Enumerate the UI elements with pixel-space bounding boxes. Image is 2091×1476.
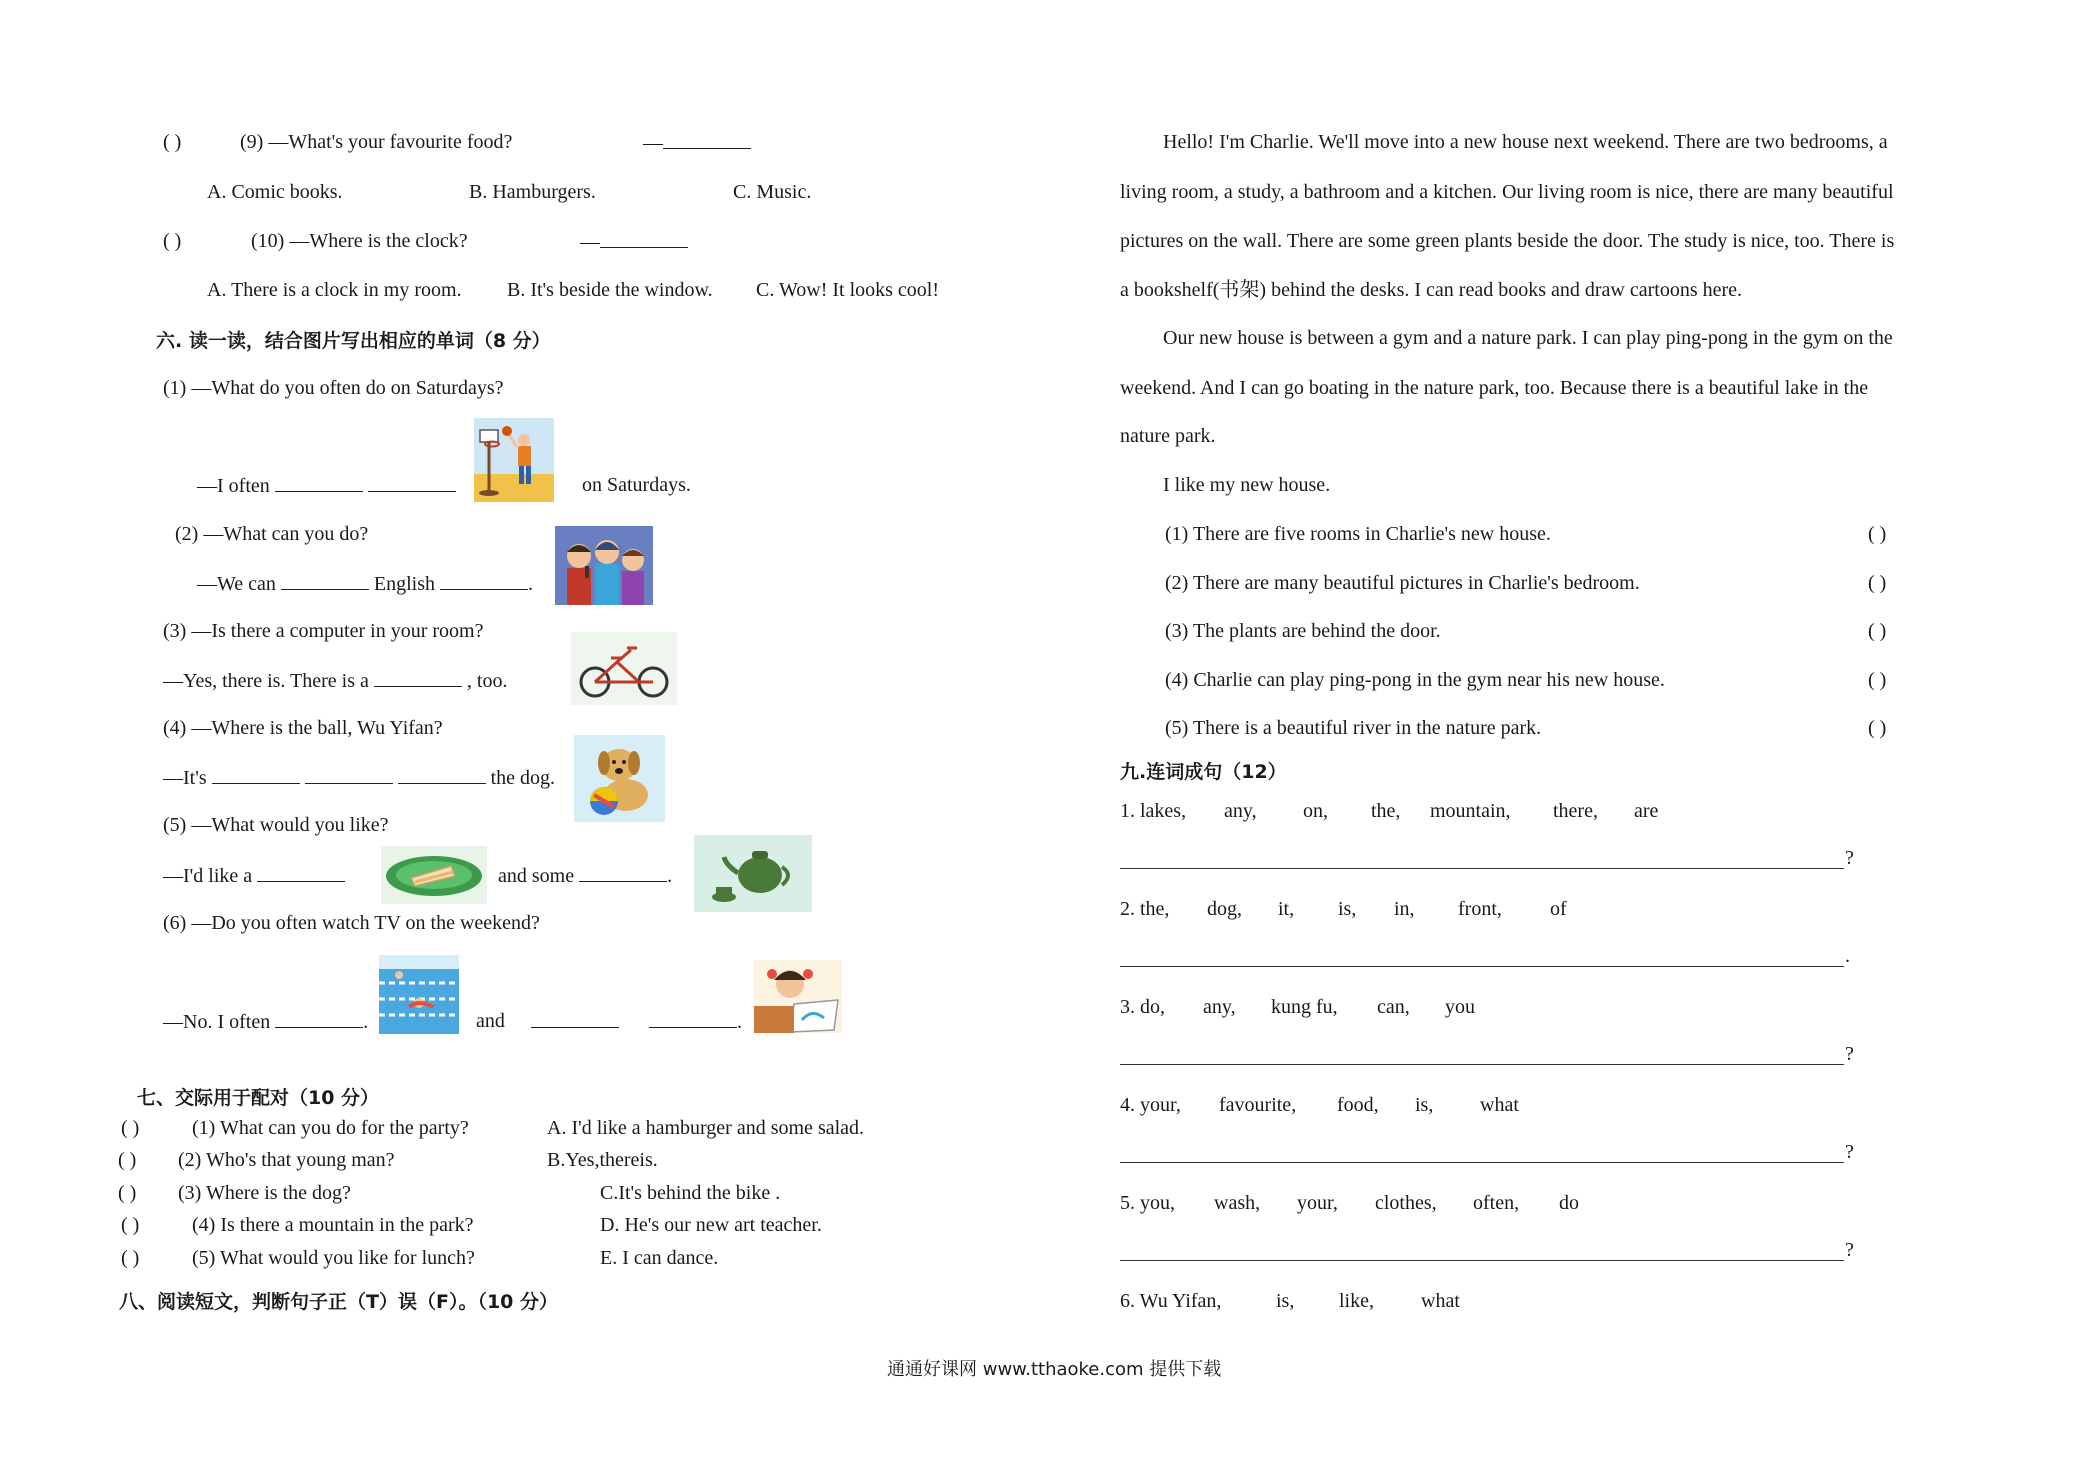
word: mountain,	[1430, 800, 1511, 822]
s6-answer-4: —It's the dog.	[163, 767, 556, 789]
section-9-title: 九.连词成句（12）	[1120, 761, 1287, 783]
word: 1. lakes,	[1120, 800, 1187, 822]
answer-blank[interactable]	[374, 668, 462, 687]
answer-line[interactable]	[1120, 966, 1844, 967]
answer-blank[interactable]	[398, 765, 486, 784]
singing-children-icon	[555, 526, 653, 605]
option-a: A. Comic books.	[207, 181, 343, 203]
answer-blank[interactable]	[663, 130, 751, 149]
word: 2. the,	[1120, 898, 1170, 920]
option-c: C. Wow! It looks cool!	[756, 279, 940, 301]
answer-line[interactable]	[1120, 868, 1844, 869]
judgment-paren: ( )	[1868, 669, 1887, 691]
bicycle-icon	[571, 632, 677, 705]
s6-answer-1-end: on Saturdays.	[582, 474, 691, 496]
word: is,	[1415, 1094, 1434, 1116]
word: on,	[1303, 800, 1328, 822]
passage-line: a bookshelf(书架) behind the desks. I can read books and draw cartoons here.	[1120, 279, 1743, 301]
answer-paren: ( )	[163, 230, 182, 252]
judgment-paren: ( )	[1868, 620, 1887, 642]
word: do	[1559, 1192, 1579, 1214]
word: often,	[1473, 1192, 1520, 1214]
match-paren: ( )	[121, 1117, 140, 1139]
match-answer-d: D. He's our new art teacher.	[600, 1214, 822, 1236]
judgment-paren: ( )	[1868, 572, 1887, 594]
s6-question-3: (3) —Is there a computer in your room?	[163, 620, 484, 642]
s6-answer-6-end: .	[531, 1009, 742, 1034]
word: is,	[1338, 898, 1357, 920]
word: food,	[1337, 1094, 1379, 1116]
answer-dash: —	[580, 229, 688, 254]
s6-answer-6-start: —No. I often .	[163, 1011, 369, 1033]
word: 5. you,	[1120, 1192, 1175, 1214]
s6-question-5: (5) —What would you like?	[163, 814, 389, 836]
word: your,	[1297, 1192, 1338, 1214]
word: 4. your,	[1120, 1094, 1181, 1116]
passage-line: Hello! I'm Charlie. We'll move into a new house next weekend. There are two bedrooms, a	[1163, 131, 1888, 153]
word: kung fu,	[1271, 996, 1338, 1018]
passage-line: Our new house is between a gym and a nature park. I can play ping-pong in the gym on the	[1163, 327, 1893, 349]
answer-blank[interactable]	[579, 863, 667, 882]
answer-line[interactable]	[1120, 1162, 1844, 1163]
word: like,	[1339, 1290, 1374, 1312]
dog-with-ball-icon	[574, 735, 665, 822]
judgment-3: (3) The plants are behind the door.	[1165, 620, 1441, 642]
girl-drawing-icon	[754, 960, 842, 1033]
passage-line: weekend. And I can go boating in the nature park, too. Because there is a beautiful lake in the	[1120, 377, 1869, 399]
judgment-1: (1) There are five rooms in Charlie's new house.	[1165, 523, 1551, 545]
match-answer-a: A. I'd like a hamburger and some salad.	[547, 1117, 865, 1139]
sandwich-plate-icon	[381, 846, 487, 904]
sentence-end: ?	[1845, 847, 1854, 869]
sentence-end: ?	[1845, 1141, 1854, 1163]
word: what	[1480, 1094, 1519, 1116]
answer-blank[interactable]	[275, 473, 363, 492]
passage-line: pictures on the wall. There are some green plants beside the door. The study is nice, too. There is	[1120, 230, 1895, 252]
basketball-player-icon	[474, 418, 554, 502]
word: the,	[1371, 800, 1401, 822]
word: you	[1445, 996, 1475, 1018]
swimming-pool-icon	[379, 955, 459, 1034]
match-paren: ( )	[121, 1247, 140, 1269]
word: in,	[1394, 898, 1415, 920]
answer-blank[interactable]	[305, 765, 393, 784]
judgment-paren: ( )	[1868, 717, 1887, 739]
judgment-4: (4) Charlie can play ping-pong in the gym near his new house.	[1165, 669, 1665, 691]
passage-line: I like my new house.	[1163, 474, 1331, 496]
s6-question-6: (6) —Do you often watch TV on the weekend?	[163, 912, 540, 934]
word: wash,	[1214, 1192, 1261, 1214]
match-question-3: (3) Where is the dog?	[178, 1182, 351, 1204]
option-b: B. Hamburgers.	[469, 181, 596, 203]
answer-paren: ( )	[163, 131, 182, 153]
word: there,	[1553, 800, 1598, 822]
page-footer: 通通好课网 www.tthaoke.com 提供下载	[887, 1359, 1222, 1380]
passage-line: nature park.	[1120, 425, 1216, 447]
s6-answer-5-end: and some .	[498, 865, 673, 887]
match-paren: ( )	[118, 1149, 137, 1171]
match-answer-e: E. I can dance.	[600, 1247, 719, 1269]
question-10: (10) —Where is the clock?	[251, 230, 468, 252]
match-question-5: (5) What would you like for lunch?	[192, 1247, 475, 1269]
word: is,	[1276, 1290, 1295, 1312]
match-paren: ( )	[121, 1214, 140, 1236]
answer-blank[interactable]	[440, 571, 528, 590]
option-c: C. Music.	[733, 181, 812, 203]
judgment-2: (2) There are many beautiful pictures in Charlie's bedroom.	[1165, 572, 1640, 594]
word: of	[1550, 898, 1567, 920]
s6-question-4: (4) —Where is the ball, Wu Yifan?	[163, 717, 443, 739]
word: any,	[1203, 996, 1236, 1018]
s6-answer-3: —Yes, there is. There is a , too.	[163, 670, 508, 692]
section-7-title: 七、交际用于配对（10 分）	[137, 1087, 380, 1109]
word: favourite,	[1219, 1094, 1297, 1116]
s6-answer-6-and: and	[476, 1010, 505, 1032]
section-6-title: 六. 读一读，结合图片写出相应的单词（8 分）	[156, 330, 551, 352]
sentence-end: ?	[1845, 1043, 1854, 1065]
match-answer-c: C.It's behind the bike .	[600, 1182, 781, 1204]
option-a: A. There is a clock in my room.	[207, 279, 462, 301]
sentence-end: ?	[1845, 1239, 1854, 1261]
match-question-4: (4) Is there a mountain in the park?	[192, 1214, 474, 1236]
answer-line[interactable]	[1120, 1260, 1844, 1261]
judgment-paren: ( )	[1868, 523, 1887, 545]
judgment-5: (5) There is a beautiful river in the nature park.	[1165, 717, 1542, 739]
answer-blank[interactable]	[281, 571, 369, 590]
teapot-icon	[694, 835, 812, 912]
s6-question-2: (2) —What can you do?	[175, 523, 369, 545]
word: what	[1421, 1290, 1460, 1312]
answer-blank[interactable]	[368, 473, 456, 492]
answer-blank[interactable]	[212, 765, 300, 784]
match-question-2: (2) Who's that young man?	[178, 1149, 395, 1171]
match-paren: ( )	[118, 1182, 137, 1204]
word: 6. Wu Yifan,	[1120, 1290, 1222, 1312]
option-b: B. It's beside the window.	[507, 279, 713, 301]
word: any,	[1224, 800, 1257, 822]
section-8-title: 八、阅读短文，判断句子正（T）误（F）。（10 分）	[119, 1291, 558, 1313]
word: it,	[1278, 898, 1295, 920]
answer-dash: —	[643, 130, 751, 155]
word: dog,	[1207, 898, 1242, 920]
question-9: (9) —What's your favourite food?	[240, 131, 513, 153]
match-question-1: (1) What can you do for the party?	[192, 1117, 469, 1139]
word: clothes,	[1375, 1192, 1437, 1214]
answer-line[interactable]	[1120, 1064, 1844, 1065]
passage-line: living room, a study, a bathroom and a kitchen. Our living room is nice, there are many beautiful	[1120, 181, 1894, 203]
s6-answer-1: —I often	[197, 473, 456, 498]
match-answer-b: B.Yes,thereis.	[547, 1149, 658, 1171]
answer-blank[interactable]	[257, 863, 345, 882]
sentence-end: .	[1845, 945, 1850, 967]
answer-blank[interactable]	[275, 1009, 363, 1028]
s6-answer-2: —We can English .	[197, 573, 534, 595]
s6-answer-5-start: —I'd like a	[163, 863, 345, 888]
word: can,	[1377, 996, 1410, 1018]
s6-question-1: (1) —What do you often do on Saturdays?	[163, 377, 504, 399]
word: 3. do,	[1120, 996, 1165, 1018]
word: front,	[1458, 898, 1502, 920]
answer-blank[interactable]	[600, 229, 688, 248]
word: are	[1634, 800, 1659, 822]
answer-blank[interactable]	[649, 1009, 737, 1028]
answer-blank[interactable]	[531, 1009, 619, 1028]
